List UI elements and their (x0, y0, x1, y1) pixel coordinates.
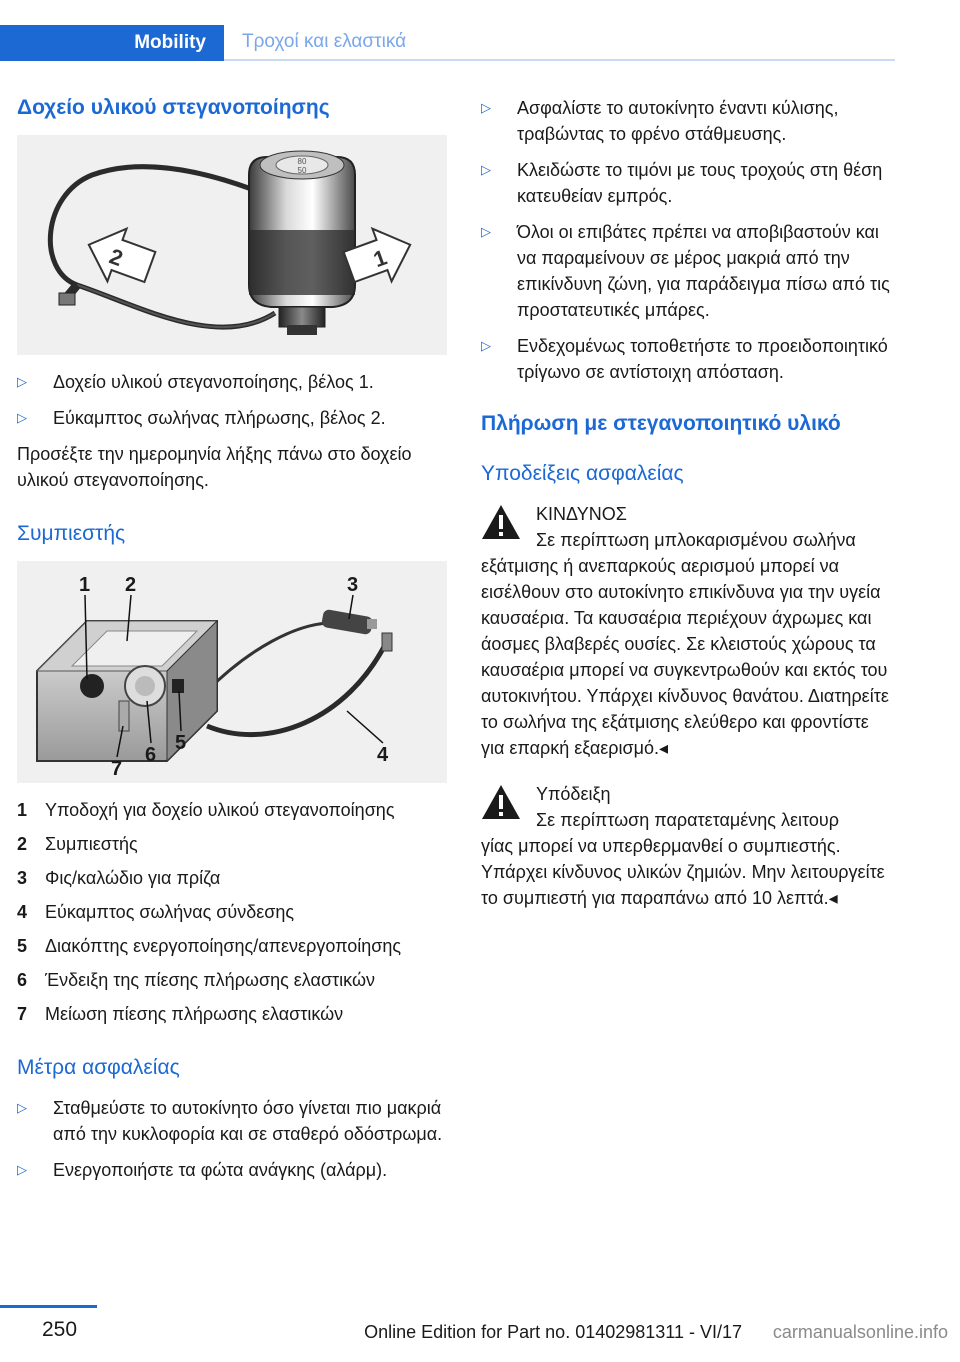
list-item: ▷ Σταθμεύστε το αυτοκίνητο όσο γίνεται πιο μακριά από την κυκλοφορία και σε σταθερό οδόστρωμα. (17, 1095, 447, 1147)
list-item: ▷ Εύκαμπτος σωλήνας πλήρωσης, βέλος 2. (17, 405, 447, 431)
danger-warning: ΚΙΝΔΥΝΟΣ Σε περίπτωση μπλοκαρισμένου σωλήνα εξάτμισης ή ανεπαρκούς αερισμού μπορεί να εισέλθουν στο αυτοκίνητο επικίνδυνα για την υγεία καυσαέρια. Τα καυσαέρια περιέχουν άχρωμες και άοσμες βλαβερές ουσίες. Σε κλειστούς χώρους τα καυσαέρια μπορεί να συγκεντρωθούν και εκτός του αυτοκινήτου. Υπάρχει κίνδυνος θανάτου. Διατηρείτε το σωλήνα της εξάτμισης ελεύθερο και φροντίστε για επαρκή εξαερισμό.◂ (481, 501, 896, 761)
compressor-figure (17, 561, 447, 783)
warning-triangle-icon (481, 504, 521, 540)
header-tab-bar (0, 25, 895, 61)
compressor-label-3: 3 (347, 574, 359, 596)
compressor-illustration (17, 561, 447, 783)
list-item: ▷ Ενδεχομένως τοποθετήστε το προειδοποιητικό τρίγωνο σε αντίστοιχη απόσταση. (481, 333, 896, 385)
triangle-bullet-icon: ▷ (481, 338, 491, 353)
triangle-bullet-icon: ▷ (481, 100, 491, 115)
legend-item: 3 Φις/καλώδιο για πρίζα (17, 868, 221, 888)
compressor-label-6: 6 (145, 744, 157, 766)
sealant-container-illustration (17, 135, 447, 355)
dial-value-top: 80 (297, 157, 307, 166)
safety-measures-title: Μέτρα ασφαλείας (17, 1056, 180, 1079)
compressor-title: Συμπιεστής (17, 522, 126, 545)
right-column (481, 95, 896, 931)
tab-wheels-and-tyres[interactable]: Τροχοί και ελαστικά (224, 25, 895, 61)
notice-heading: Υπόδειξη (536, 784, 611, 804)
legend-item: 4 Εύκαμπτος σωλήνας σύνδεσης (17, 902, 295, 922)
list-item: ▷ Όλοι οι επιβάτες πρέπει να αποβιβαστούν και να παραμείνουν σε μέρος μακριά από την επικίνδυνη ζώνη, για παράδειγμα πίσω από τις προστατευτικές μπάρες. (481, 219, 896, 323)
compressor-label-1: 1 (79, 574, 91, 596)
legend-item: 6 Ένδειξη της πίεσης πλήρωσης ελαστικών (17, 970, 375, 990)
list-item: ▷ Ασφαλίστε το αυτοκίνητο έναντι κύλισης, τραβώντας το φρένο στάθμευσης. (481, 95, 896, 147)
arrow-label-1: 1 (370, 244, 391, 273)
danger-heading: ΚΙΝΔΥΝΟΣ (536, 504, 627, 524)
page-number: 250 (42, 1318, 78, 1341)
triangle-bullet-icon: ▷ (17, 1162, 27, 1177)
compressor-label-7: 7 (111, 758, 123, 780)
triangle-bullet-icon: ▷ (17, 1100, 27, 1115)
notice-text: γίας μπορεί να υπερθερμανθεί ο συμπιεστής. Υπάρχει κίνδυνος υλικών ζημιών. Μην λειτουργείτε το συμπιεστή για παραπάνω από 10 λεπτά.◂ (481, 836, 885, 908)
expiry-note: Προσέξτε την ημερομηνία λήξης πάνω στο δοχείο υλικού στεγανοποίησης. (17, 444, 412, 490)
triangle-bullet-icon: ▷ (481, 224, 491, 239)
arrow-label-2: 2 (106, 243, 127, 272)
list-item: ▷ Κλειδώστε το τιμόνι με τους τροχούς στη θέση κατευθείαν εμπρός. (481, 157, 896, 209)
sealant-container-figure (17, 135, 447, 355)
triangle-bullet-icon: ▷ (17, 410, 27, 425)
legend-item: 7 Μείωση πίεσης πλήρωσης ελαστικών (17, 1004, 344, 1024)
legend-item: 1 Υποδοχή για δοχείο υλικού στεγανοποίησης (17, 800, 395, 820)
compressor-legend (17, 797, 447, 1027)
triangle-bullet-icon: ▷ (17, 374, 27, 389)
list-item: ▷ Ενεργοποιήστε τα φώτα ανάγκης (αλάρμ). (17, 1157, 447, 1183)
compressor-label-4: 4 (377, 744, 389, 766)
watermark: carmanualsonline.info (772, 1322, 948, 1342)
legend-item: 2 Συμπιεστής (17, 834, 138, 854)
compressor-label-5: 5 (175, 732, 187, 754)
notice-warning: Υπόδειξη Σε περίπτωση παρατεταμένης λειτουρ γίας μπορεί να υπερθερμανθεί ο συμπιεστής. Υπάρχει κίνδυνος υλικών ζημιών. Μην λειτουργείτε το συμπιεστή για παραπάνω από 10 λεπτά.◂ (481, 781, 896, 911)
list-item: ▷ Δοχείο υλικού στεγανοποίησης, βέλος 1. (17, 369, 447, 395)
fill-with-sealant-title: Πλήρωση με στεγανοποιητικό υλικό (481, 412, 841, 435)
sealant-container-title: Δοχείο υλικού στεγανοποίησης (17, 96, 330, 119)
warning-triangle-icon (481, 784, 521, 820)
tab-mobility[interactable]: Mobility (0, 25, 224, 61)
legend-item: 5 Διακόπτης ενεργοποίησης/απενεργοποίησης (17, 936, 402, 956)
compressor-label-2: 2 (125, 574, 137, 596)
triangle-bullet-icon: ▷ (481, 162, 491, 177)
footer-accent-line (0, 1305, 97, 1308)
safety-hints-title: Υποδείξεις ασφαλείας (481, 462, 684, 485)
edition-text: Online Edition for Part no. 01402981311 - VI/17 (364, 1322, 742, 1342)
left-column (17, 95, 447, 1193)
dial-value-bottom: 50 (297, 166, 307, 175)
danger-text: εξάτμισης ή ανεπαρκούς αερισμού μπορεί να εισέλθουν στο αυτοκίνητο επικίνδυνα για την υγεία καυσαέρια. Τα καυσαέρια περιέχουν άχρωμες και άοσμες βλαβερές ουσίες. Σε κλειστούς χώρους τα καυσαέρια μπορεί να συγκεντρωθούν και εκτός του αυτοκινήτου. Υπάρχει κίνδυνος θανάτου. Διατηρείτε το σωλήνα της εξάτμισης ελεύθερο και φροντίστε για επαρκή εξαερισμό.◂ (481, 556, 889, 758)
